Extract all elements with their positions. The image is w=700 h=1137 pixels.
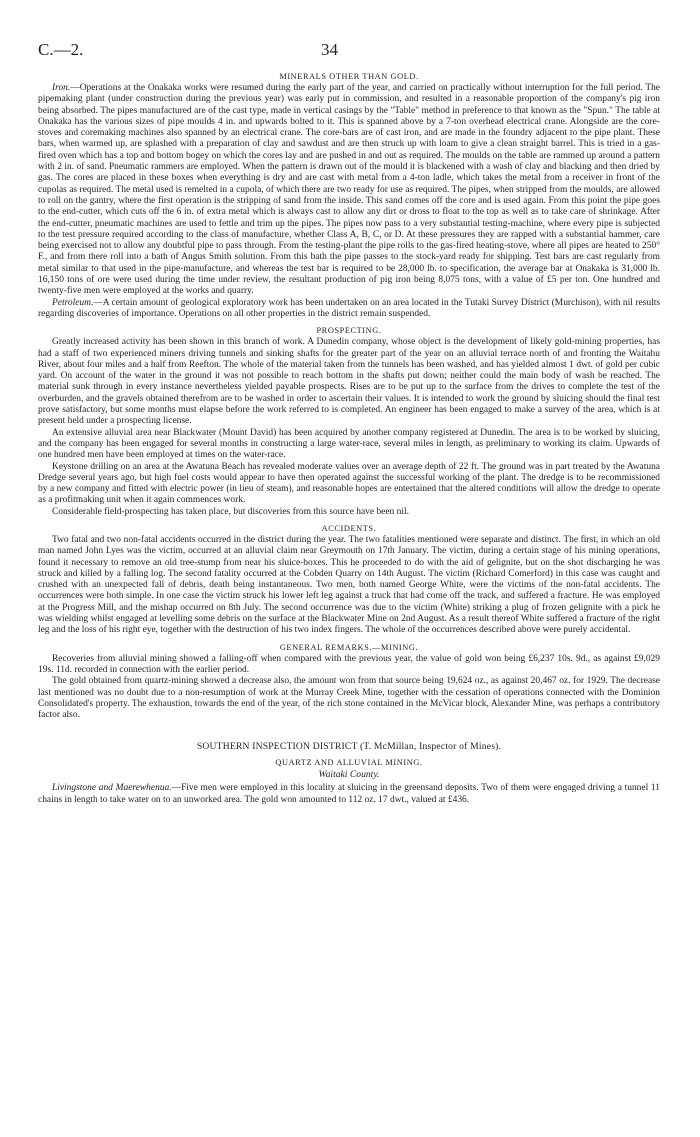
prospecting-heading: PROSPECTING. <box>316 326 382 336</box>
livingstone-lead: Livingstone and Maerewhenua. <box>52 783 172 794</box>
iron-body: —Operations at the Onakaka works were resumed during the early part of the year, and carried on practically without interruption for the full period. The pipemaking plant (under construction during the previous year) was early put in commission, and resulted in a reasonable proportion of the company's pig iron being absorbed. The pipes manufactured are of the cast type, made in vertical casings by the "Table" method in preference to that known as the "Spun." The table at Onakaka has the various sizes of pipe moulds 4 in. and upwards bolted to it. This is spanned above by a 7-ton overhead electrical crane. Alongside are the core-stoves and coremaking machines also spanned by an electrical crane. The core-bars are of cast iron, and are made in the foundry adjacent to the pipe plant. These bars, when warmed up, are splashed with a preparation of clay and sawdust and are then struck up with loam to give a clean straight barrel. This is tried in a gas-fired oven which has a top and bottom bogey on which the cores lay and are pushed in and out as required. The moulds on the table are rammed up around a pattern with 2 in. of sand. Pneumatic rammers are employed. When the pattern is drawn out of the mould it is blackened with a wash of clay and blacking and then dried by gas. The cores are placed in these boxes when everything is dry and are cast with metal from a 4-ton ladle, which takes the metal from a receiver in front of the cupolas as required. The metal used is remelted in a cupola, of which there are two ready for use as required. The pipes, when stripped from the moulds, are allowed to roll on the gantry, where the first operation is the stripping of sand from the inside. This sand comes off the core and is used again. From this point the pipe goes to the end-cutter, which cuts off the 6 in. of extra metal which is always cast to allow any dirt or dross to float to the top as well as to take care of shrinkage. After the end-cutter, pneumatic machines are used to fettle and trim up the pipes. The pipes now pass to a very substantial testing-machine, where every pipe is subjected to the test pressure required according to the class of manufacture, whether Class A, B, C, or D. At these pressures they are rapped with a substantial hammer, care being exercised not to allow any doubtful pipe to pass through. From the testing-plant the pipe rolls to the gas-fired heating-stove, where all pipes are heated to 250° F., and from there roll into a bath of Angus Smith solution. From this bath the pipe passes to the stock-yard ready for shipping. Test bars are cast regularly from metal similar to that used in the pipe-manufacture, and whereas the test bar is required to be 28,000 lb. to specification, the average bar at Onakaka is 31,000 lb. 16,150 tons of ore were used during the time under review, the resultant production of pig iron being 8,075 tons, with a value of £5 per ton. One hundred and twenty-five men were employed at the works and quarry. <box>38 83 660 297</box>
prospecting-paragraph-3: Keystone drilling on an area at the Awatuna Beach has revealed moderate values over an average depth of 22 ft. The ground was in part treated by the Awatuna Dredge several years ago, but high fuel costs would appear to have then operated against the successful working of the plant. The dredge is to be recommissioned by a new company and fitted with electric power (in lieu of steam), and reasonable hopes are entertained that the altered conditions will allow the dredge to operate as a profitmaking unit when it again commences work. <box>38 461 660 506</box>
page-header <box>38 40 660 66</box>
petroleum-paragraph <box>38 298 660 321</box>
general-remarks-paragraph-1: Recoveries from alluvial mining showed a falling-off when compared with the previous year, the value of gold won being £6,237 10s. 9d., as against £9,029 19s. 11d. recorded in connection with the earlier period. <box>38 653 660 675</box>
accidents-paragraph: Two fatal and two non-fatal accidents occurred in the district during the year. The two fatalities mentioned were separate and distinct. The first, in which an old man named John Lyes was the victim, occurred at an alluvial claim near Greymouth on 17th January. The victim, during a certain stage of his mining operations, found it necessary to remove an old tree-stump from near his sluice-boxes. This he proceeded to do with the aid of gelignite, but on the shot discharging he was struck and killed by a falling log. The second fatality occurred at the Cobden Quarry on 14th August. The victim (Richard Comerford) in this case was caught and crushed with an unexpected fall of debris, death being instantaneous. Two men, both named George White, were the victims of the non-fatal accidents. The occurrences were both simple. In one case the victim struck his lower left leg against a truck that had come off the track, and suffered a fracture. He was employed at the Progress Mill, and the mishap occurred on 8th July. The second occurrence was due to the victim (White) striking a plug of frozen gelignite with a pick he was wielding whilst engaged at levelling some debris on the surface at the Blackwater Mine on 2nd August. As a result thereof White suffered a fracture of the right leg and the loss of his right eye, together with the destruction of his two index fingers. The whole of the occurrences described above were purely accidental. <box>38 534 660 636</box>
county-heading: Waitaki County. <box>318 769 380 781</box>
prospecting-paragraph-4: Considerable field-prospecting has taken place, but discoveries from this source have been nil. <box>52 506 409 517</box>
document-page <box>38 40 660 806</box>
prospecting-paragraph-1: Greatly increased activity has been shown in this branch of work. A Dunedin company, whose object is the development of likely gold-mining properties, has had a staff of two experienced miners driving tunnels and sinking shafts for the greater part of the year on an alluvial terrace north of and fronting the Waitahu River, about four miles and a half from Reefton. The whole of the material taken from the tunnels has been washed, and has yielded almost 1 dwt. of gold per cubic yard. On account of the water in the ground it was not possible to reach bottom in the shafts put down; neither could the main body of wash be reached. The material sunk through in every instance nevertheless yielded payable prospects. Rises are to be put up to the surface from the drives to complete the test of the overburden, and the gravels obtained therefrom are to be washed in order to ascertain their values. It is intended to work the ground by sluicing should the final test prove satisfactory, but some months must elapse before the work referred to is completed. An engineer has been engaged to make a survey of the area, which is at present held under a prospecting license. <box>38 337 660 427</box>
prospecting-paragraph-2: An extensive alluvial area near Blackwater (Mount David) has been acquired by another company registered at Dunedin. The area is to be worked by sluicing, and the company has been engaged for several months in constructing a large water-race, several miles in length, as preliminary to working its claim. Upwards of one hundred men have been employed at times on the water-race. <box>38 427 660 461</box>
quartz-alluvial-heading: QUARTZ AND ALLUVIAL MINING. <box>275 758 423 768</box>
petroleum-body: —A certain amount of geological exploratory work has been undertaken on an area located in the Tutaki Survey District (Murchison), with nil results regarding discoveries of importance. Operations on all other properties in the district remain suspended. <box>38 297 660 319</box>
livingstone-paragraph <box>38 783 660 806</box>
southern-district-title: SOUTHERN INSPECTION DISTRICT (T. McMillan, Inspector of Mines). <box>196 741 502 753</box>
iron-lead: Iron. <box>52 83 71 93</box>
general-remarks-heading: GENERAL REMARKS.—MINING. <box>279 642 419 652</box>
iron-paragraph <box>38 83 660 298</box>
petroleum-lead: Petroleum. <box>52 297 94 308</box>
general-remarks-paragraph-2: The gold obtained from quartz-mining showed a decrease also, the amount won from that source being 19,624 oz., as against 20,467 oz. for 1929. The decrease last mentioned was no doubt due to a non-resumption of work at the Murray Creek Mine, together with the cessation of operations connected with the Dominion Consolidated's property. The exhaustion, towards the end of the year, of the rich stone contained in the McVicar block, Alexander Mine, was perhaps a contributory factor also. <box>38 676 660 721</box>
livingstone-body: —Five men were employed in this locality at sluicing in the greensand deposits. Two of them were engaged driving a tunnel 11 chains in length to take water on to an unworked area. The gold won amounted to 112 oz. 17 dwt., valued at £436. <box>38 783 661 805</box>
minerals-heading: MINERALS OTHER THAN GOLD. <box>279 72 419 81</box>
page-number: 34 <box>321 40 338 59</box>
document-reference: C.—2. <box>38 40 84 59</box>
accidents-heading: ACCIDENTS. <box>321 523 377 533</box>
